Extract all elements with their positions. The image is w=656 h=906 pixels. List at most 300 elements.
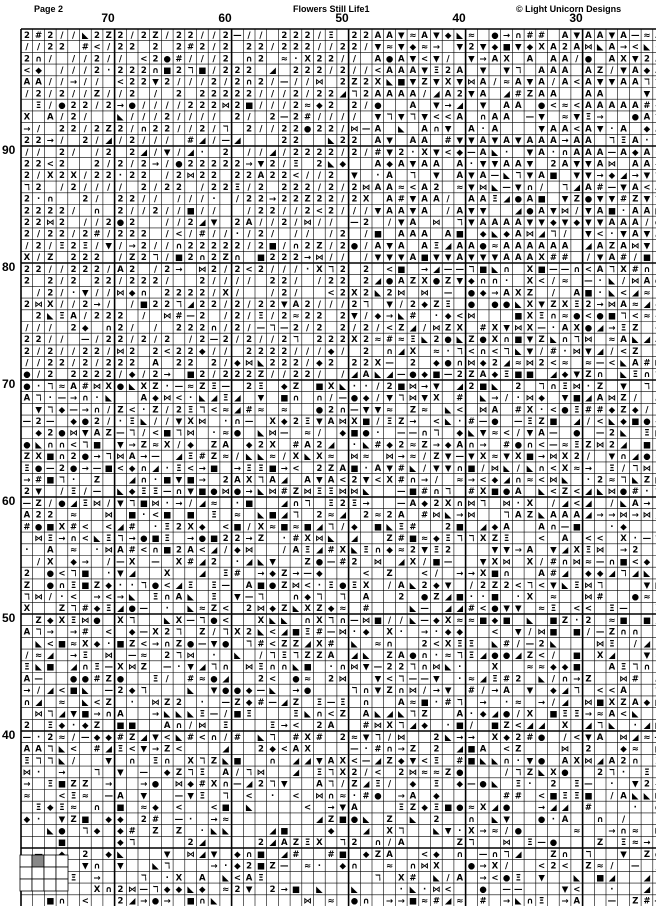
stitch-symbol: ●	[221, 686, 230, 696]
stitch-symbol: ■	[537, 264, 546, 275]
stitch-symbol: 2	[58, 206, 65, 217]
stitch-symbol: ◢	[222, 744, 229, 755]
stitch-symbol: 2	[339, 42, 346, 53]
stitch-symbol: ◢	[608, 873, 616, 884]
stitch-symbol: ℸ	[398, 826, 405, 837]
stitch-symbol: ◆	[573, 218, 581, 228]
stitch-symbol: /	[575, 54, 579, 65]
stitch-symbol: /	[95, 136, 99, 147]
stitch-symbol: Ξ	[70, 615, 77, 626]
stitch-symbol: ≈	[561, 101, 569, 111]
stitch-symbol: 2	[398, 767, 405, 778]
stitch-symbol: ▼	[550, 580, 557, 591]
stitch-symbol: Z	[175, 639, 182, 650]
stitch-symbol: ⋈	[560, 206, 570, 217]
stitch-symbol: A	[140, 393, 148, 404]
stitch-symbol: A	[573, 147, 581, 158]
stitch-symbol: /	[551, 288, 555, 299]
stitch-symbol: ◣	[608, 276, 616, 287]
stitch-symbol: <	[503, 744, 511, 755]
stitch-symbol: →	[479, 697, 487, 708]
stitch-symbol: →	[503, 896, 511, 906]
stitch-symbol: ◆	[620, 416, 627, 427]
stitch-symbol: Z	[503, 721, 510, 732]
stitch-symbol: ·	[71, 288, 76, 299]
stitch-symbol: ·	[200, 147, 204, 158]
stitch-symbol: A	[327, 756, 335, 767]
stitch-symbol: ◣	[163, 615, 171, 626]
stitch-symbol: 2	[23, 206, 30, 217]
stitch-symbol: ■	[514, 370, 523, 381]
stitch-symbol: <	[70, 592, 78, 603]
stitch-symbol: ∩	[456, 463, 464, 474]
stitch-symbol: ◣	[398, 709, 405, 720]
stitch-symbol: ·	[551, 147, 556, 158]
stitch-symbol: ▼	[269, 557, 276, 568]
stitch-symbol: ▼	[596, 77, 604, 88]
stitch-symbol: Ξ	[620, 323, 627, 334]
stitch-symbol: Ξ	[304, 627, 311, 638]
stitch-symbol: ●	[303, 124, 312, 135]
stitch-symbol: —	[139, 604, 149, 615]
stitch-symbol: A	[515, 218, 522, 228]
stitch-symbol: #	[292, 533, 300, 544]
stitch-symbol: A	[538, 65, 545, 76]
stitch-symbol: ∩	[456, 358, 464, 369]
stitch-symbol: 2	[211, 299, 217, 310]
stitch-symbol: ▼	[140, 744, 148, 755]
mini-map-page	[56, 879, 68, 891]
stitch-symbol: ◣	[503, 171, 510, 182]
stitch-symbol: ·	[165, 873, 169, 884]
stitch-symbol: ⋈	[303, 218, 312, 228]
stitch-symbol: #	[315, 627, 323, 638]
stitch-symbol: /	[505, 861, 509, 872]
chart-title: Flowers Still Life1	[293, 4, 370, 14]
stitch-symbol: ∩	[292, 393, 300, 404]
stitch-symbol: /	[505, 393, 509, 404]
stitch-symbol: ℸ	[643, 381, 650, 392]
stitch-symbol: /	[189, 721, 193, 732]
stitch-symbol: →	[491, 393, 499, 404]
stitch-symbol: —	[525, 112, 535, 123]
stitch-symbol: 2	[140, 77, 147, 88]
stitch-symbol: ◣	[409, 463, 417, 474]
stitch-symbol: ≈	[327, 452, 335, 463]
stitch-symbol: ◢	[199, 569, 206, 579]
stitch-symbol: ≈	[432, 767, 440, 778]
stitch-symbol: ▼	[175, 416, 183, 427]
stitch-symbol: ◣	[245, 803, 253, 813]
stitch-symbol: ◣	[444, 510, 452, 521]
stitch-symbol: X	[234, 627, 241, 638]
stitch-symbol: A	[515, 241, 522, 252]
stitch-symbol: 2	[222, 335, 229, 346]
stitch-symbol: X	[421, 276, 428, 287]
stitch-symbol: /	[60, 276, 64, 287]
stitch-symbol: ℸ	[222, 791, 229, 802]
stitch-symbol: ●	[479, 241, 487, 252]
stitch-symbol: ℸ	[480, 498, 487, 509]
stitch-symbol: Ξ	[316, 697, 323, 708]
stitch-symbol: 2	[339, 77, 346, 88]
stitch-symbol: <	[292, 171, 300, 182]
stitch-symbol: ⋈	[432, 662, 441, 673]
stitch-symbol: ▼	[632, 54, 639, 65]
stitch-symbol: 2	[94, 54, 100, 65]
stitch-symbol: ·	[645, 487, 649, 498]
stitch-symbol: 2	[70, 264, 77, 275]
stitch-symbol: /	[586, 627, 590, 638]
stitch-symbol: /	[212, 370, 216, 381]
stitch-symbol: ≈	[491, 241, 499, 252]
stitch-symbol: ●	[58, 826, 66, 837]
stitch-symbol: ◆	[550, 662, 557, 673]
stitch-symbol: ▼	[632, 779, 639, 790]
stitch-symbol: #	[245, 405, 253, 416]
stitch-symbol: ⋈	[549, 475, 558, 486]
stitch-symbol: ■	[373, 229, 382, 240]
stitch-symbol: 2	[117, 896, 124, 906]
stitch-symbol: ℸ	[35, 627, 42, 638]
stitch-symbol: ▼	[596, 218, 604, 228]
stitch-symbol: <	[163, 346, 171, 357]
stitch-symbol: 2	[105, 358, 112, 369]
stitch-symbol: ◣	[550, 639, 557, 650]
stitch-symbol: 2	[35, 335, 42, 346]
stitch-symbol: ◣	[444, 732, 452, 743]
stitch-symbol: /	[247, 206, 251, 217]
stitch-symbol: ·	[235, 557, 240, 568]
stitch-symbol: ⋈	[221, 101, 230, 111]
stitch-symbol: Ξ	[47, 779, 53, 790]
stitch-symbol: —	[373, 662, 383, 673]
stitch-symbol: —	[631, 30, 640, 41]
stitch-symbol: ●	[151, 896, 160, 906]
stitch-symbol: →	[479, 440, 487, 451]
stitch-symbol: A	[596, 101, 604, 111]
stitch-symbol: 2	[23, 299, 30, 310]
stitch-symbol: ·	[36, 194, 41, 205]
stitch-symbol: ℸ	[608, 136, 615, 147]
stitch-symbol: X	[550, 767, 557, 778]
stitch-symbol: /	[153, 264, 158, 275]
stitch-symbol: ◆	[128, 370, 136, 381]
stitch-symbol: 2	[129, 42, 136, 53]
stitch-symbol: ∩	[608, 557, 616, 568]
stitch-symbol: 2	[82, 101, 89, 111]
stitch-symbol: ◣	[409, 604, 417, 615]
stitch-symbol: ▼	[526, 171, 534, 182]
stitch-symbol: ◢	[585, 721, 592, 732]
stitch-symbol: →	[596, 171, 604, 182]
stitch-symbol: ●	[491, 299, 499, 310]
stitch-symbol: X	[304, 54, 311, 65]
stitch-symbol: Ξ	[492, 194, 498, 205]
stitch-symbol: 2	[35, 311, 42, 322]
stitch-symbol: →	[210, 861, 218, 872]
stitch-symbol: Ξ	[106, 604, 112, 615]
stitch-symbol: ●	[151, 580, 160, 591]
stitch-symbol: —	[619, 604, 628, 615]
stitch-symbol: ■	[116, 803, 125, 813]
stitch-symbol: ▼	[479, 101, 487, 111]
stitch-symbol: ▼	[374, 112, 382, 123]
stitch-symbol: ℸ	[608, 264, 615, 275]
stitch-symbol: ⋈	[186, 849, 195, 860]
stitch-symbol: #	[514, 405, 522, 416]
stitch-symbol: ⋈	[619, 674, 628, 685]
stitch-symbol: ■	[280, 826, 289, 837]
stitch-symbol: ◢	[140, 732, 148, 743]
stitch-symbol: —	[104, 686, 113, 696]
stitch-symbol: ■	[607, 206, 616, 217]
stitch-symbol: 2	[281, 124, 288, 135]
stitch-symbol: <	[561, 861, 569, 872]
stitch-symbol: Z	[398, 323, 405, 334]
stitch-symbol: Ξ	[609, 639, 615, 650]
stitch-symbol: A	[608, 218, 616, 228]
stitch-symbol: ▼	[386, 253, 393, 264]
stitch-symbol: →	[561, 136, 569, 147]
stitch-symbol: →	[432, 440, 440, 451]
stitch-symbol: 2	[246, 346, 253, 357]
stitch-symbol: ▼	[433, 77, 440, 88]
stitch-symbol: #	[584, 803, 592, 813]
stitch-symbol: ■	[549, 416, 558, 427]
stitch-symbol: ∩	[503, 335, 511, 346]
stitch-symbol: ⋈	[467, 311, 476, 322]
stitch-symbol: ∩	[140, 475, 148, 486]
stitch-symbol: 2	[164, 264, 171, 275]
stitch-symbol: ■	[280, 393, 289, 404]
stitch-symbol: X	[269, 440, 276, 451]
stitch-symbol: ℸ	[47, 405, 54, 416]
stitch-symbol: ◢	[409, 323, 417, 334]
stitch-symbol: /	[224, 276, 228, 287]
stitch-symbol: ◣	[117, 849, 124, 860]
stitch-symbol: A	[573, 136, 581, 147]
stitch-symbol: —	[408, 428, 418, 439]
stitch-symbol: /	[130, 323, 134, 334]
stitch-symbol: →	[93, 709, 101, 720]
stitch-symbol: A	[327, 721, 335, 732]
stitch-symbol: ■	[163, 65, 172, 76]
stitch-symbol: Ξ	[527, 838, 533, 849]
stitch-symbol: 2	[175, 545, 182, 556]
stitch-symbol: ◆	[421, 721, 428, 732]
stitch-symbol: ◆	[503, 732, 510, 743]
stitch-symbol: X	[163, 440, 171, 451]
stitch-symbol: A	[152, 358, 159, 369]
stitch-symbol: ℸ	[351, 686, 358, 696]
stitch-symbol: A	[398, 838, 405, 849]
stitch-symbol: →	[198, 475, 206, 486]
stitch-symbol: A	[608, 662, 616, 673]
stitch-symbol: 2	[140, 335, 147, 346]
stitch-symbol: /	[388, 838, 392, 849]
stitch-symbol: /	[48, 264, 52, 275]
stitch-symbol: ℸ	[175, 650, 182, 661]
stitch-symbol: →	[116, 101, 124, 111]
stitch-symbol: ▼	[234, 592, 241, 603]
stitch-symbol: ∩	[374, 545, 382, 556]
stitch-symbol: /	[72, 89, 76, 100]
stitch-symbol: ■	[303, 662, 312, 673]
stitch-symbol: ▼	[456, 136, 464, 147]
stitch-symbol: #	[70, 522, 78, 533]
stitch-symbol: —	[268, 697, 277, 708]
stitch-symbol: <	[46, 639, 54, 650]
stitch-symbol: ■	[81, 569, 90, 579]
stitch-symbol: A	[538, 89, 545, 100]
stitch-symbol: ◣	[386, 522, 393, 533]
stitch-symbol: ◢	[398, 557, 405, 568]
stitch-symbol: ◣	[573, 873, 581, 884]
stitch-symbol: Z	[585, 440, 592, 451]
stitch-symbol: ▼	[140, 791, 148, 802]
stitch-symbol: /	[37, 229, 41, 240]
stitch-symbol: /	[434, 569, 438, 579]
stitch-symbol: /	[341, 54, 345, 65]
stitch-symbol: Ξ	[398, 803, 404, 813]
stitch-symbol: X	[479, 569, 487, 579]
stitch-symbol: —	[233, 779, 242, 790]
stitch-symbol: /	[165, 674, 169, 685]
stitch-symbol: ◣	[152, 861, 159, 872]
stitch-symbol: ▼	[538, 299, 545, 310]
stitch-symbol: /	[83, 77, 87, 88]
stitch-symbol: ▼	[433, 171, 440, 182]
stitch-symbol: ℸ	[409, 112, 416, 123]
stitch-symbol: /	[633, 639, 637, 650]
stitch-symbol: 2	[23, 721, 30, 732]
stitch-symbol: #	[467, 416, 475, 427]
stitch-symbol: ▼	[468, 218, 475, 228]
stitch-symbol: ℸ	[105, 452, 112, 463]
stitch-symbol: ◆	[608, 171, 616, 182]
stitch-symbol: 2	[152, 276, 159, 287]
stitch-symbol: 2	[281, 30, 288, 41]
stitch-symbol: Z	[257, 370, 264, 381]
stitch-symbol: ◆	[550, 686, 557, 696]
stitch-symbol: ▼	[479, 159, 487, 170]
stitch-symbol: /	[341, 206, 345, 217]
stitch-symbol: #	[526, 732, 534, 743]
stitch-symbol: ■	[596, 697, 605, 708]
stitch-symbol: Z	[386, 569, 393, 579]
stitch-symbol: A	[433, 159, 440, 170]
stitch-symbol: Z	[105, 697, 112, 708]
stitch-symbol: /	[235, 288, 239, 299]
stitch-symbol: ∩	[386, 639, 394, 650]
stitch-symbol: <	[70, 744, 78, 755]
stitch-symbol: /	[118, 253, 122, 264]
stitch-symbol: ●	[128, 604, 136, 615]
stitch-symbol: ■	[350, 463, 359, 474]
stitch-symbol: ▼	[398, 218, 405, 228]
stitch-symbol: ◆	[362, 393, 370, 404]
stitch-symbol: 2	[117, 884, 124, 895]
stitch-symbol: Z	[234, 697, 241, 708]
stitch-symbol: X	[362, 580, 370, 591]
stitch-symbol: /	[317, 299, 321, 310]
stitch-symbol: ≈	[70, 545, 78, 556]
stitch-symbol: A	[526, 545, 534, 556]
stitch-symbol: ◢	[281, 498, 288, 509]
stitch-symbol: ■	[186, 370, 195, 381]
stitch-symbol: A	[515, 77, 522, 88]
stitch-symbol: Z	[93, 89, 101, 100]
stitch-symbol: ◢	[281, 475, 288, 486]
stitch-symbol: X	[573, 756, 581, 767]
stitch-symbol: <	[491, 627, 499, 638]
stitch-symbol: ◆	[245, 697, 253, 708]
stitch-symbol: ▼	[503, 65, 510, 76]
stitch-symbol: /	[165, 136, 169, 147]
stitch-symbol: ▼	[362, 405, 370, 416]
stitch-symbol: 2	[269, 171, 276, 182]
stitch-symbol: ·	[118, 416, 123, 427]
stitch-symbol: Z	[281, 639, 288, 650]
stitch-symbol: ℸ	[140, 873, 147, 884]
stitch-symbol: A	[327, 475, 335, 486]
stitch-symbol: <	[549, 487, 557, 498]
stitch-symbol: Z	[152, 381, 159, 392]
stitch-symbol: 2	[304, 311, 311, 322]
stitch-symbol: /	[235, 767, 239, 778]
stitch-symbol: ∩	[538, 463, 546, 474]
stitch-symbol: X	[47, 299, 54, 310]
stitch-symbol: ◣	[327, 159, 335, 170]
stitch-symbol: /	[25, 323, 29, 334]
stitch-symbol: /	[72, 30, 76, 41]
stitch-symbol: Ξ	[199, 791, 205, 802]
stitch-symbol: X	[316, 838, 323, 849]
stitch-symbol: <	[140, 54, 148, 65]
stitch-symbol: Z	[281, 604, 288, 615]
stitch-symbol: ∩	[58, 580, 66, 591]
stitch-symbol: ≈	[339, 604, 347, 615]
stitch-symbol: A	[561, 124, 569, 135]
stitch-symbol: ≈	[631, 744, 639, 755]
stitch-symbol: #	[362, 791, 370, 802]
stitch-symbol: 2	[257, 779, 264, 790]
stitch-symbol: <	[538, 861, 546, 872]
stitch-symbol: 2	[23, 159, 30, 170]
stitch-symbol: ◆	[281, 416, 288, 427]
stitch-symbol: #	[362, 604, 370, 615]
stitch-symbol: /	[329, 253, 333, 264]
stitch-symbol: ■	[280, 522, 289, 533]
stitch-symbol: ●	[456, 767, 464, 778]
stitch-symbol: ℸ	[304, 498, 311, 509]
stitch-symbol: →	[151, 159, 160, 170]
stitch-symbol: ℸ	[328, 522, 335, 533]
stitch-symbol: ◆	[187, 440, 194, 451]
stitch-symbol: ◢	[199, 849, 206, 860]
stitch-symbol: ·	[422, 884, 427, 895]
stitch-symbol: ∩	[397, 686, 405, 696]
stitch-symbol: ◆	[491, 370, 499, 381]
stitch-symbol: /	[72, 756, 76, 767]
stitch-symbol: <	[175, 803, 183, 813]
stitch-symbol: ·	[107, 569, 111, 579]
stitch-symbol: 2	[117, 159, 124, 170]
stitch-symbol: 2	[105, 147, 112, 158]
stitch-symbol: ≈	[643, 30, 651, 41]
stitch-symbol: —	[280, 77, 289, 88]
